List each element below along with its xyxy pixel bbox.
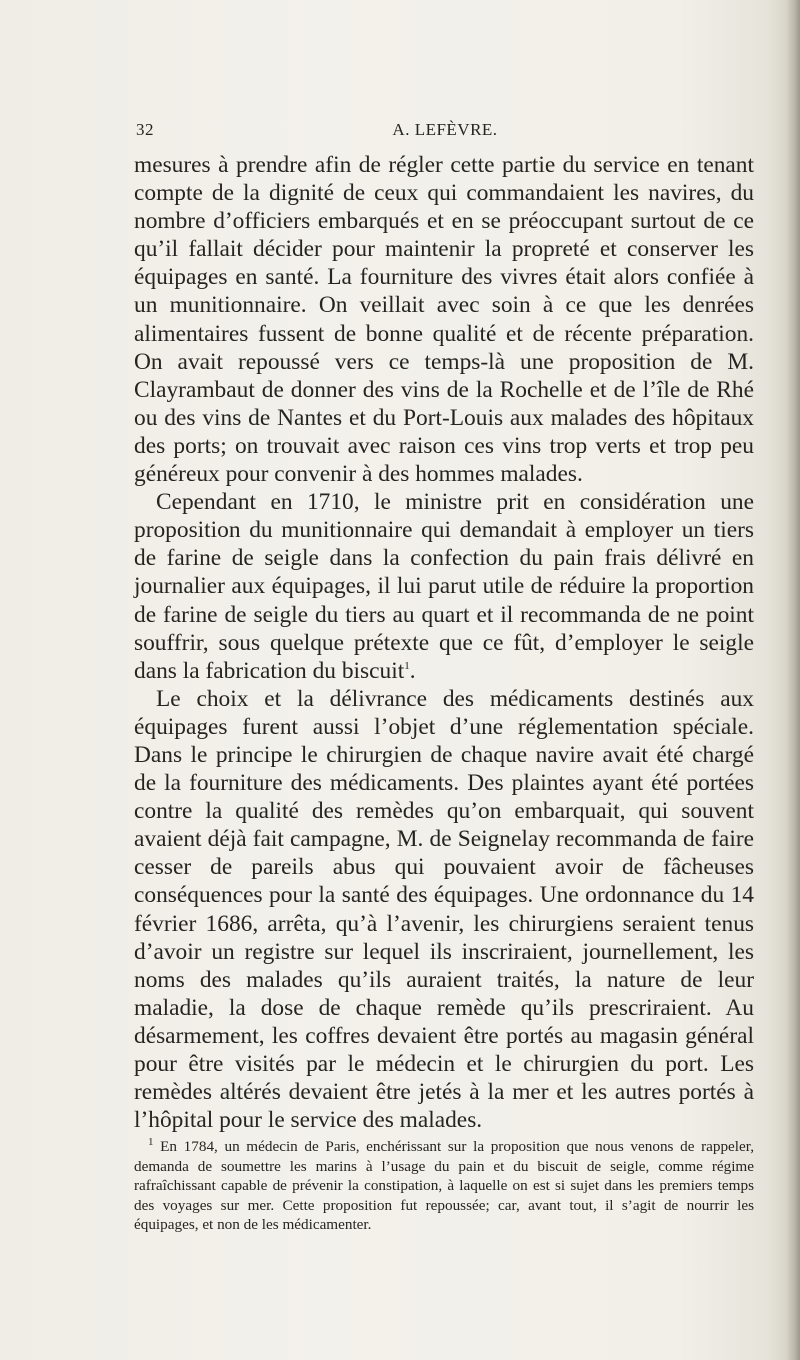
footnote [134,1137,754,1235]
page-edge-shadow [786,0,800,1360]
paragraph-3: Le choix et la délivrance des médicaments destinés aux équipages furent aussi l’objet d’une réglementation spéciale. Dans le principe le chirurgien de chaque navire avait été chargé de la fourniture des médicaments. Des plaintes ayant été portées contre la qualité des remèdes qu’on embarquait, qui souvent avaient déjà fait campagne, M. de Seignelay recommanda de faire cesser de pareils abus qui pouvaient avoir de fâcheuses conséquences pour la santé des équipages. Une ordonnance du 14 février 1686, arrêta, qu’à l’avenir, les chirurgiens seraient tenus d’avoir un registre sur lequel ils inscriraient, journellement, les noms des malades qu’ils auraient traités, la nature de leur maladie, la dose de chaque remède qu’ils prescriraient. Au désarmement, les coffres devaient être portés au magasin général pour être visités par le médecin et le chirurgien du port. Les remèdes altérés devaient être jetés à la mer et les autres portés à l’hôpital pour le service des malades. [134,685,754,1134]
footnote-reference: 1 [404,659,410,672]
body-text [134,151,754,1134]
page-header [136,120,754,146]
paragraph-1: mesures à prendre afin de régler cette partie du service en tenant compte de la dignité de ceux qui commandaient les navires, du nombre d’officiers embarqués et en se préoccupant surtout de ce qu’il fallait décider pour maintenir la propreté et conserver les équipages en santé. La fourniture des vivres était alors confiée à un munitionnaire. On veillait avec soin à ce que les denrées alimentaires fussent de bonne qualité et de récente préparation. On avait repoussé vers ce temps-là une proposition de M. Clayrambaut de donner des vins de la Rochelle et de l’île de Rhé ou des vins de Nantes et du Port-Louis aux malades des hôpitaux des ports; on trouvait avec raison ces vins trop verts et trop peu généreux pour convenir à des hommes malades. [134,152,754,488]
paragraph-2-end: . [409,657,416,684]
page-number: 32 [136,120,154,139]
running-head: A. LEFÈVRE. [392,120,498,139]
footnote-text: En 1784, un médecin de Paris, enchérissant sur la proposition que nous venons de rappeler, demanda de soumettre les marins à l’usage du pain et du biscuit de seigle, comme régime rafraîchissant capable de prévenir la constipation, à laquelle on est si sujet dans les premiers temps des voyages sur mer. Cette proposition fut repoussée; car, avant tout, il s’agit de nourrir les équipages, et non de les médicamenter. [134,1138,755,1234]
paragraph-2-text: Cependant en 1710, le ministre prit en considération une proposition du munitionnaire qui demandait à employer un tiers de farine de seigle dans la confection du pain frais délivré en journalier aux équipages, il lui parut utile de réduire la proportion de farine de seigle du tiers au quart et il recommanda de ne point souffrir, sous quelque prétexte que ce fût, d’employer le seigle dans la fabrication du biscuit [134,489,754,684]
footnote-marker: 1 [148,1135,154,1148]
paragraph-2 [134,488,754,685]
